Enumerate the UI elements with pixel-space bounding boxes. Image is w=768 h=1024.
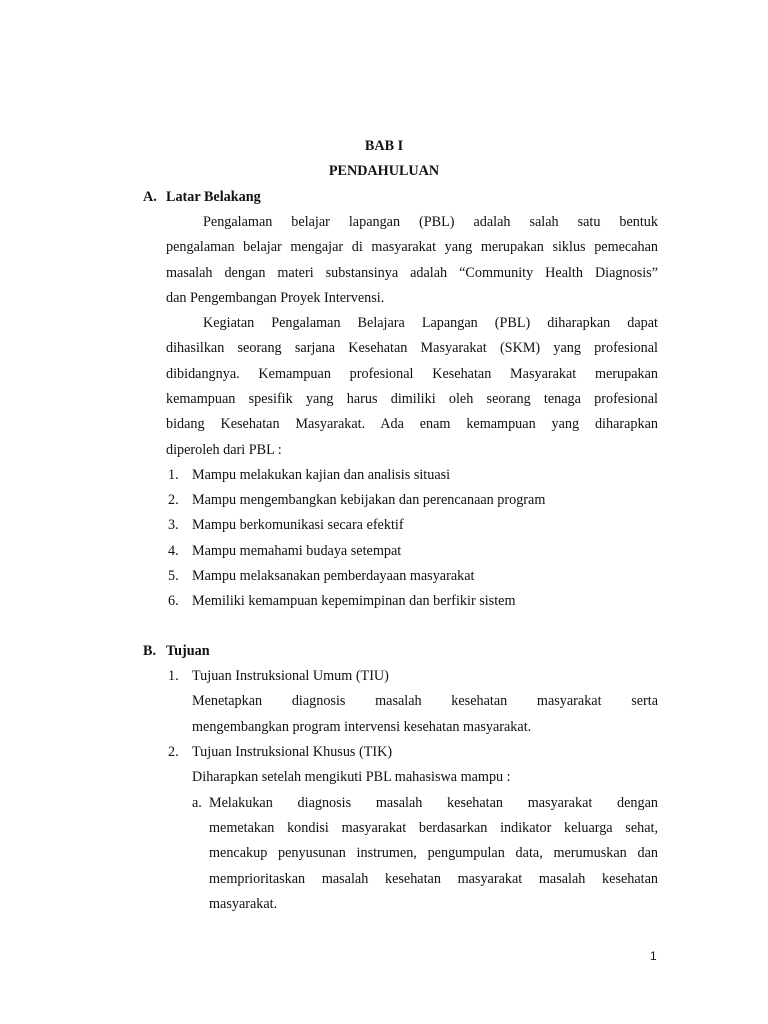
objective-intro: Diharapkan setelah mengikuti PBL mahasiswa mampu :: [192, 769, 511, 785]
list-item-number: 2.: [168, 492, 179, 508]
paragraph-line: masyarakat.: [209, 896, 278, 912]
list-item-number: 3.: [168, 517, 179, 533]
paragraph-line: diperoleh dari PBL :: [166, 442, 282, 458]
list-item: Mampu berkomunikasi secara efektif: [192, 517, 404, 533]
section-a-marker: A.: [143, 189, 157, 205]
list-item: Mampu mengembangkan kebijakan dan perencanaan program: [192, 492, 546, 508]
section-b-marker: B.: [143, 643, 157, 659]
objective-title: Tujuan Instruksional Umum (TIU): [192, 668, 389, 684]
chapter-label: BAB I: [364, 138, 404, 154]
paragraph-line: Kegiatan Pengalaman Belajara Lapangan (PBL) diharapkan dapat: [203, 315, 658, 331]
paragraph-line: dan Pengembangan Proyek Intervensi.: [166, 290, 385, 306]
list-item-number: 5.: [168, 568, 179, 584]
paragraph-line: kemampuan spesifik yang harus dimiliki oleh seorang tenaga profesional: [166, 391, 658, 407]
list-item: Memiliki kemampuan kepemimpinan dan berfikir sistem: [192, 593, 516, 609]
list-item-number: 1.: [168, 467, 179, 483]
list-item-number: 4.: [168, 543, 179, 559]
paragraph-line: dihasilkan seorang sarjana Kesehatan Masyarakat (SKM) yang profesional: [166, 340, 658, 356]
chapter-title: PENDAHULUAN: [328, 163, 440, 179]
paragraph-line: pengalaman belajar mengajar di masyarakat yang merupakan siklus pemecahan: [166, 239, 658, 255]
objective-title: Tujuan Instruksional Khusus (TIK): [192, 744, 393, 760]
list-item-number: 6.: [168, 593, 179, 609]
paragraph-line: Melakukan diagnosis masalah kesehatan masyarakat dengan: [209, 795, 658, 811]
paragraph-line: mengembangkan program intervensi kesehatan masyarakat.: [192, 719, 532, 735]
paragraph-line: memetakan kondisi masyarakat berdasarkan indikator keluarga sehat,: [209, 820, 658, 836]
list-item-number: 1.: [168, 668, 179, 684]
page-number: 1: [650, 949, 657, 963]
list-item: Mampu melakukan kajian dan analisis situasi: [192, 467, 451, 483]
list-item: Mampu melaksanakan pemberdayaan masyarakat: [192, 568, 475, 584]
section-b-title: Tujuan: [166, 643, 210, 659]
paragraph-line: bidang Kesehatan Masyarakat. Ada enam kemampuan yang diharapkan: [166, 416, 658, 432]
list-item-number: 2.: [168, 744, 179, 760]
paragraph-line: dibidangnya. Kemampuan profesional Kesehatan Masyarakat merupakan: [166, 366, 658, 382]
paragraph-line: Pengalaman belajar lapangan (PBL) adalah salah satu bentuk: [203, 214, 658, 230]
sub-item-marker: a.: [192, 795, 202, 811]
list-item: Mampu memahami budaya setempat: [192, 543, 402, 559]
paragraph-line: mencakup penyusunan instrumen, pengumpulan data, merumuskan dan: [209, 845, 658, 861]
section-a-title: Latar Belakang: [166, 189, 261, 205]
paragraph-line: Menetapkan diagnosis masalah kesehatan masyarakat serta: [192, 693, 658, 709]
paragraph-line: masalah dengan materi substansinya adalah “Community Health Diagnosis”: [166, 265, 658, 281]
paragraph-line: memprioritaskan masalah kesehatan masyarakat masalah kesehatan: [209, 871, 658, 887]
